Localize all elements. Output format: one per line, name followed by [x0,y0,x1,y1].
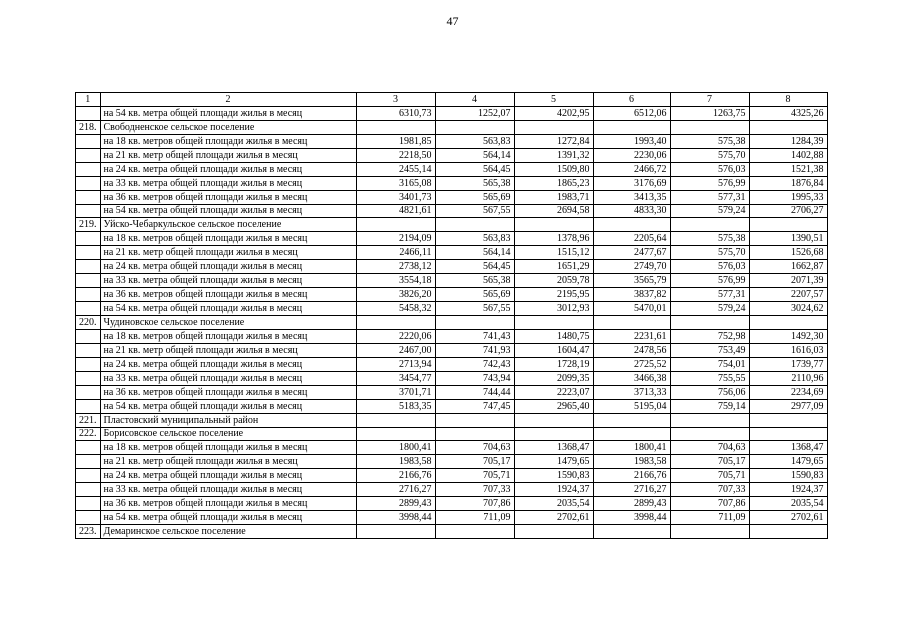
table-row [76,274,828,288]
value-cell: 5195,04 [593,399,670,413]
value-cell: 705,71 [670,469,749,483]
value-cell: 575,70 [670,246,749,260]
value-cell: 565,69 [435,190,514,204]
row-label-cell: на 54 кв. метра общей площади жилья в месяц [100,511,356,525]
value-cell: 565,38 [435,176,514,190]
value-cell: 2059,78 [514,274,593,288]
value-cell: 759,14 [670,399,749,413]
value-cell: 741,93 [435,343,514,357]
value-cell: 2223,07 [514,385,593,399]
value-cell: 756,06 [670,385,749,399]
value-cell: 1800,41 [593,441,670,455]
value-cell: 3998,44 [593,511,670,525]
value-cell [435,413,514,427]
value-cell: 2455,14 [356,162,435,176]
row-number-cell: 220. [76,316,101,330]
value-cell: 1368,47 [514,441,593,455]
section-row [76,427,828,441]
value-cell [435,316,514,330]
value-cell: 742,43 [435,357,514,371]
value-cell: 2706,27 [749,204,827,218]
value-cell [356,427,435,441]
row-number-cell [76,246,101,260]
value-cell: 1479,65 [514,455,593,469]
value-cell [670,427,749,441]
value-cell: 1492,30 [749,329,827,343]
value-cell: 1983,58 [356,455,435,469]
column-header: 3 [356,93,435,107]
value-cell: 564,45 [435,162,514,176]
value-cell [514,427,593,441]
value-cell: 752,98 [670,329,749,343]
value-cell: 564,14 [435,148,514,162]
row-number-cell: 222. [76,427,101,441]
table-row [76,455,828,469]
table-row [76,148,828,162]
column-header: 4 [435,93,514,107]
value-cell: 1924,37 [749,483,827,497]
value-cell: 2194,09 [356,232,435,246]
value-cell: 3466,38 [593,371,670,385]
value-cell: 3454,77 [356,371,435,385]
row-number-cell [76,511,101,525]
row-label-cell: на 21 кв. метр общей площади жилья в месяц [100,246,356,260]
table-row [76,441,828,455]
value-cell: 564,45 [435,260,514,274]
value-cell [514,525,593,539]
value-cell: 1390,51 [749,232,827,246]
row-number-cell [76,134,101,148]
value-cell: 5458,32 [356,302,435,316]
row-number-cell [76,455,101,469]
value-cell: 2099,35 [514,371,593,385]
value-cell: 3713,33 [593,385,670,399]
tariff-table [75,92,828,539]
value-cell: 707,33 [670,483,749,497]
value-cell: 6310,73 [356,106,435,120]
value-cell: 2231,61 [593,329,670,343]
value-cell: 3176,69 [593,176,670,190]
value-cell: 1590,83 [514,469,593,483]
value-cell [514,218,593,232]
value-cell: 2477,67 [593,246,670,260]
section-title-cell: Чудиновское сельское поселение [100,316,356,330]
value-cell [593,413,670,427]
table-row [76,176,828,190]
value-cell: 579,24 [670,204,749,218]
value-cell: 3565,79 [593,274,670,288]
section-row [76,120,828,134]
row-label-cell: на 36 кв. метров общей площади жилья в месяц [100,288,356,302]
value-cell: 743,94 [435,371,514,385]
section-row [76,218,828,232]
value-cell: 2716,27 [593,483,670,497]
row-label-cell: на 21 кв. метр общей площади жилья в месяц [100,455,356,469]
value-cell [356,525,435,539]
value-cell: 3165,08 [356,176,435,190]
table-row [76,511,828,525]
row-label-cell: на 36 кв. метров общей площади жилья в месяц [100,497,356,511]
column-header: 8 [749,93,827,107]
value-cell: 707,33 [435,483,514,497]
table-row [76,190,828,204]
value-cell: 705,71 [435,469,514,483]
value-cell [670,120,749,134]
value-cell: 1983,58 [593,455,670,469]
value-cell: 1402,88 [749,148,827,162]
row-label-cell: на 33 кв. метра общей площади жилья в месяц [100,274,356,288]
value-cell: 4821,61 [356,204,435,218]
table-row [76,371,828,385]
value-cell: 576,99 [670,274,749,288]
column-header: 5 [514,93,593,107]
value-cell: 711,09 [670,511,749,525]
value-cell: 2713,94 [356,357,435,371]
value-cell: 2702,61 [749,511,827,525]
value-cell: 2738,12 [356,260,435,274]
value-cell: 1876,84 [749,176,827,190]
value-cell: 2234,69 [749,385,827,399]
value-cell: 1981,85 [356,134,435,148]
column-header: 7 [670,93,749,107]
row-number-cell [76,176,101,190]
value-cell: 3413,35 [593,190,670,204]
row-number-cell [76,385,101,399]
value-cell: 3012,93 [514,302,593,316]
row-number-cell [76,106,101,120]
row-number-cell [76,483,101,497]
value-cell: 2207,57 [749,288,827,302]
value-cell: 747,45 [435,399,514,413]
value-cell: 576,03 [670,260,749,274]
value-cell: 1263,75 [670,106,749,120]
row-label-cell: на 54 кв. метра общей площади жилья в месяц [100,399,356,413]
value-cell: 705,17 [435,455,514,469]
value-cell: 4325,26 [749,106,827,120]
row-number-cell [76,232,101,246]
value-cell: 1368,47 [749,441,827,455]
value-cell: 567,55 [435,302,514,316]
section-title-cell: Пластовский муниципальный район [100,413,356,427]
value-cell: 2035,54 [514,497,593,511]
value-cell: 2166,76 [356,469,435,483]
table-row [76,288,828,302]
row-label-cell: на 18 кв. метров общей площади жилья в месяц [100,329,356,343]
value-cell: 711,09 [435,511,514,525]
table-row [76,329,828,343]
value-cell [514,413,593,427]
value-cell: 753,49 [670,343,749,357]
section-title-cell: Уйско-Чебаркульское сельское поселение [100,218,356,232]
row-label-cell: на 18 кв. метров общей площади жилья в месяц [100,232,356,246]
column-header: 6 [593,93,670,107]
value-cell: 744,44 [435,385,514,399]
value-cell: 6512,06 [593,106,670,120]
value-cell [749,525,827,539]
value-cell: 3554,18 [356,274,435,288]
value-cell: 2899,43 [356,497,435,511]
value-cell: 3998,44 [356,511,435,525]
row-label-cell: на 36 кв. метров общей площади жилья в месяц [100,385,356,399]
value-cell: 2725,52 [593,357,670,371]
value-cell: 1590,83 [749,469,827,483]
row-number-cell [76,357,101,371]
table-row [76,385,828,399]
row-number-cell [76,190,101,204]
value-cell: 563,83 [435,134,514,148]
row-label-cell: на 21 кв. метр общей площади жилья в месяц [100,343,356,357]
value-cell [749,413,827,427]
column-header: 2 [100,93,356,107]
value-cell: 1728,19 [514,357,593,371]
row-number-cell [76,469,101,483]
row-label-cell: на 24 кв. метра общей площади жилья в месяц [100,162,356,176]
value-cell: 3837,82 [593,288,670,302]
value-cell: 565,69 [435,288,514,302]
value-cell: 3701,71 [356,385,435,399]
value-cell [593,427,670,441]
value-cell: 1378,96 [514,232,593,246]
row-number-cell [76,148,101,162]
value-cell: 2205,64 [593,232,670,246]
row-number-cell [76,497,101,511]
row-number-cell [76,399,101,413]
value-cell: 564,14 [435,246,514,260]
value-cell: 1800,41 [356,441,435,455]
row-label-cell: на 18 кв. метров общей площади жилья в месяц [100,134,356,148]
value-cell [435,120,514,134]
row-label-cell: на 33 кв. метра общей площади жилья в месяц [100,371,356,385]
table-row [76,357,828,371]
value-cell: 707,86 [435,497,514,511]
value-cell: 2110,96 [749,371,827,385]
row-label-cell: на 54 кв. метра общей площади жилья в месяц [100,106,356,120]
table-row [76,246,828,260]
table-row [76,162,828,176]
value-cell [670,525,749,539]
row-number-cell: 221. [76,413,101,427]
table-row [76,483,828,497]
value-cell: 1526,68 [749,246,827,260]
table-row [76,260,828,274]
row-label-cell: на 54 кв. метра общей площади жилья в месяц [100,302,356,316]
value-cell: 755,55 [670,371,749,385]
value-cell: 705,17 [670,455,749,469]
value-cell [670,218,749,232]
value-cell [514,316,593,330]
value-cell: 2716,27 [356,483,435,497]
table-body [76,106,828,538]
value-cell: 1479,65 [749,455,827,469]
value-cell [749,316,827,330]
table-row [76,497,828,511]
value-cell [749,120,827,134]
row-number-cell [76,441,101,455]
table-row [76,343,828,357]
column-header: 1 [76,93,101,107]
value-cell: 1739,77 [749,357,827,371]
row-number-cell [76,371,101,385]
value-cell: 2035,54 [749,497,827,511]
value-cell [593,316,670,330]
table-row [76,106,828,120]
value-cell: 1983,71 [514,190,593,204]
value-cell: 2749,70 [593,260,670,274]
value-cell: 576,99 [670,176,749,190]
value-cell: 3826,20 [356,288,435,302]
value-cell: 3401,73 [356,190,435,204]
value-cell [749,427,827,441]
value-cell [593,525,670,539]
row-label-cell: на 24 кв. метра общей площади жилья в месяц [100,260,356,274]
value-cell: 2965,40 [514,399,593,413]
table-row [76,204,828,218]
value-cell: 704,63 [670,441,749,455]
value-cell: 1521,38 [749,162,827,176]
value-cell: 2195,95 [514,288,593,302]
value-cell: 5470,01 [593,302,670,316]
value-cell: 1865,23 [514,176,593,190]
value-cell: 754,01 [670,357,749,371]
value-cell [593,218,670,232]
value-cell [435,525,514,539]
value-cell: 577,31 [670,288,749,302]
value-cell [670,316,749,330]
value-cell: 2899,43 [593,497,670,511]
section-row [76,316,828,330]
value-cell: 577,31 [670,190,749,204]
value-cell: 2166,76 [593,469,670,483]
value-cell [356,413,435,427]
value-cell: 2220,06 [356,329,435,343]
value-cell [356,120,435,134]
row-number-cell [76,288,101,302]
value-cell: 576,03 [670,162,749,176]
value-cell: 575,38 [670,134,749,148]
value-cell: 1509,80 [514,162,593,176]
value-cell: 2230,06 [593,148,670,162]
row-number-cell [76,260,101,274]
value-cell: 741,43 [435,329,514,343]
value-cell: 4833,30 [593,204,670,218]
value-cell: 1662,87 [749,260,827,274]
value-cell [435,218,514,232]
value-cell [670,413,749,427]
value-cell: 2466,72 [593,162,670,176]
value-cell [435,427,514,441]
row-label-cell: на 33 кв. метра общей площади жилья в месяц [100,483,356,497]
value-cell [356,316,435,330]
value-cell: 4202,95 [514,106,593,120]
value-cell [514,120,593,134]
row-number-cell [76,329,101,343]
row-label-cell: на 24 кв. метра общей площади жилья в месяц [100,469,356,483]
value-cell [593,120,670,134]
value-cell: 5183,35 [356,399,435,413]
value-cell: 1284,39 [749,134,827,148]
value-cell: 1480,75 [514,329,593,343]
row-label-cell: на 24 кв. метра общей площади жилья в месяц [100,357,356,371]
section-row [76,525,828,539]
value-cell: 1391,32 [514,148,593,162]
row-number-cell [76,204,101,218]
row-label-cell: на 33 кв. метра общей площади жилья в месяц [100,176,356,190]
section-title-cell: Демаринское сельское поселение [100,525,356,539]
row-number-cell [76,302,101,316]
value-cell: 1604,47 [514,343,593,357]
value-cell: 1993,40 [593,134,670,148]
value-cell: 3024,62 [749,302,827,316]
value-cell: 575,70 [670,148,749,162]
section-title-cell: Свободненское сельское поселение [100,120,356,134]
row-number-cell [76,274,101,288]
table-row [76,302,828,316]
value-cell: 575,38 [670,232,749,246]
row-number-cell: 223. [76,525,101,539]
row-label-cell: на 21 кв. метр общей площади жилья в месяц [100,148,356,162]
value-cell: 2071,39 [749,274,827,288]
value-cell: 1252,07 [435,106,514,120]
value-cell [356,218,435,232]
value-cell: 579,24 [670,302,749,316]
page-number: 47 [446,14,459,28]
column-header-row [76,93,828,107]
value-cell: 1515,12 [514,246,593,260]
value-cell: 2694,58 [514,204,593,218]
row-label-cell: на 36 кв. метров общей площади жилья в месяц [100,190,356,204]
row-label-cell: на 18 кв. метров общей площади жилья в месяц [100,441,356,455]
table-row [76,232,828,246]
value-cell: 567,55 [435,204,514,218]
value-cell: 2977,09 [749,399,827,413]
value-cell: 1995,33 [749,190,827,204]
value-cell: 2467,00 [356,343,435,357]
table-row [76,399,828,413]
value-cell: 1651,29 [514,260,593,274]
section-row [76,413,828,427]
value-cell: 563,83 [435,232,514,246]
row-number-cell [76,343,101,357]
value-cell [749,218,827,232]
value-cell: 565,38 [435,274,514,288]
table-row [76,134,828,148]
value-cell: 2478,56 [593,343,670,357]
row-number-cell: 218. [76,120,101,134]
table-row [76,469,828,483]
row-label-cell: на 54 кв. метра общей площади жилья в месяц [100,204,356,218]
value-cell: 707,86 [670,497,749,511]
value-cell: 1272,84 [514,134,593,148]
row-number-cell: 219. [76,218,101,232]
value-cell: 2466,11 [356,246,435,260]
value-cell: 2702,61 [514,511,593,525]
value-cell: 704,63 [435,441,514,455]
row-number-cell [76,162,101,176]
value-cell: 1924,37 [514,483,593,497]
section-title-cell: Борисовское сельское поселение [100,427,356,441]
value-cell: 2218,50 [356,148,435,162]
value-cell: 1616,03 [749,343,827,357]
